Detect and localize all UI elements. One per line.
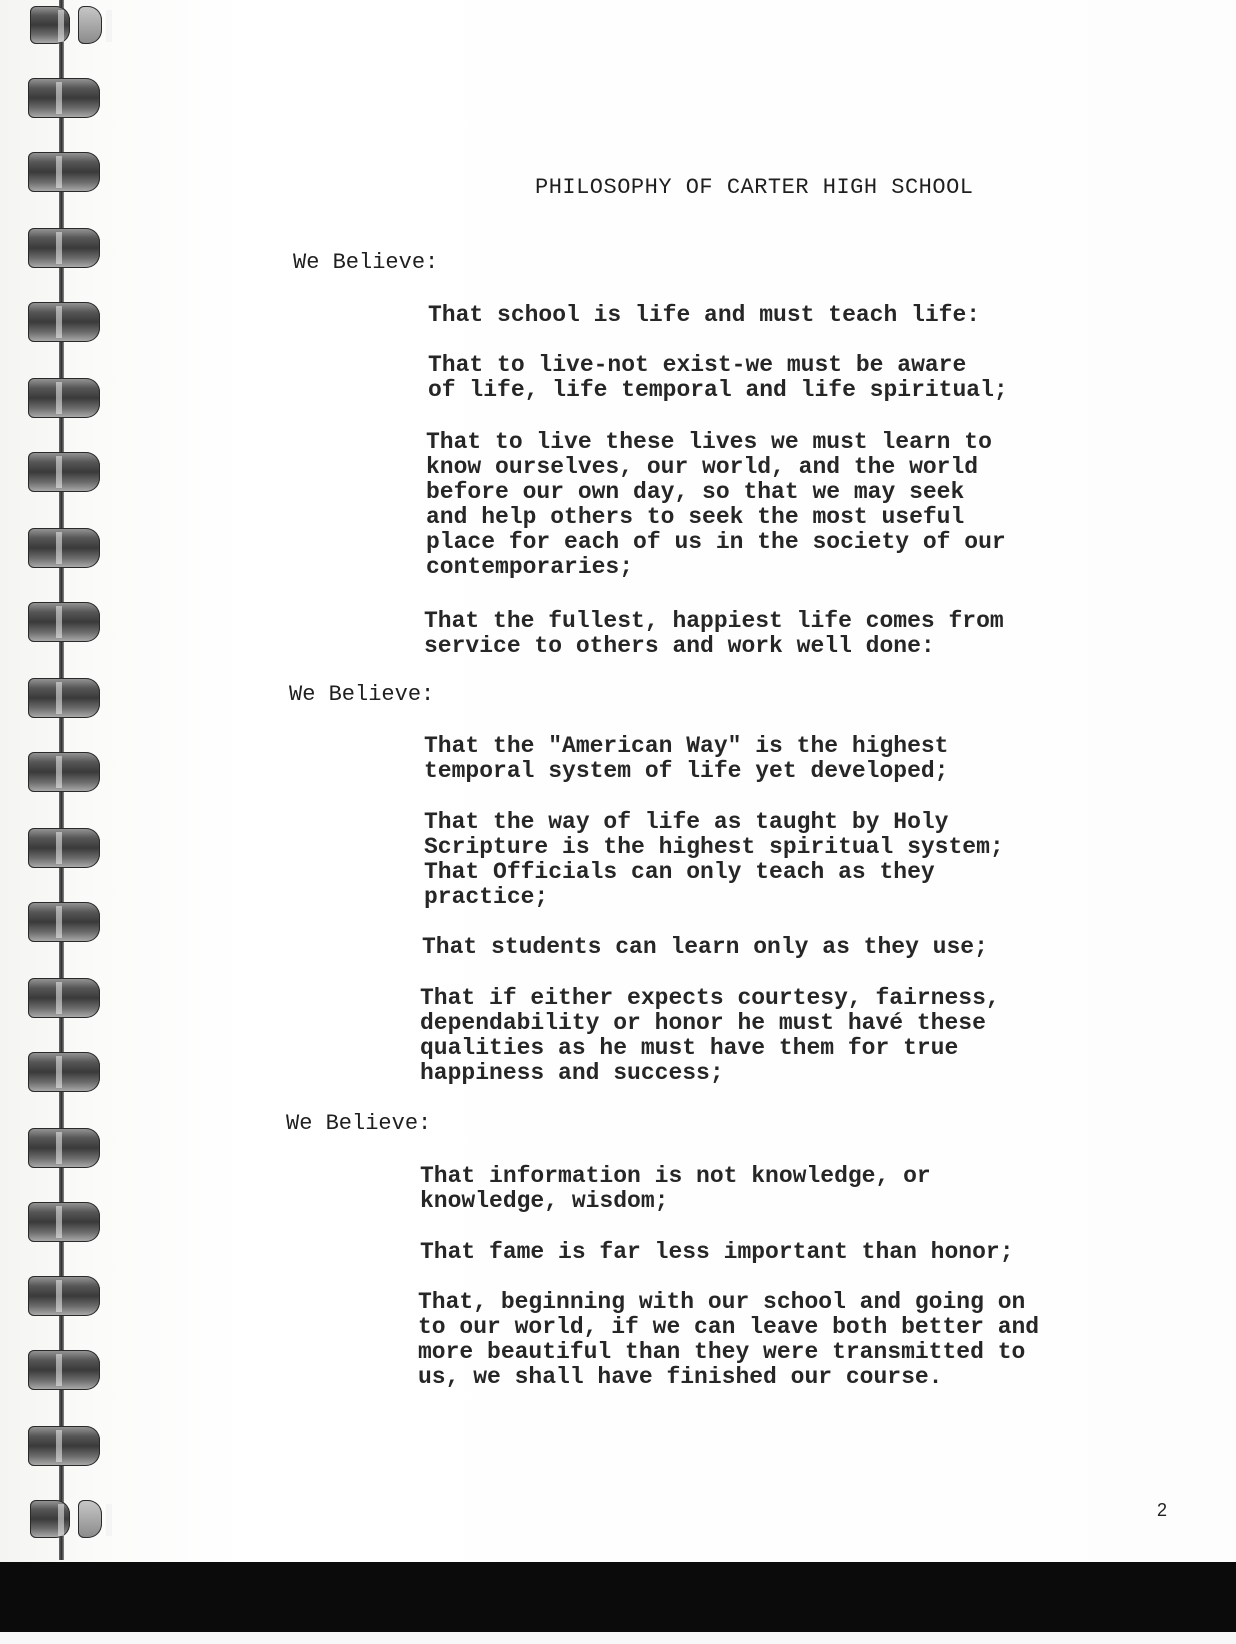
binding-coil: [28, 228, 100, 268]
page-number: 2: [1157, 1500, 1168, 1520]
binding-coil: [30, 6, 70, 44]
paragraph: That if either expects courtesy, fairness, dependability or honor he must havé these qualities as he must have them for true happiness and success;: [420, 985, 1000, 1086]
binding-coil: [30, 1500, 70, 1538]
paragraph: That information is not knowledge, or knowledge, wisdom;: [420, 1163, 931, 1214]
binding-coil: [28, 78, 100, 118]
binding-coil: [28, 1052, 100, 1092]
binding-coil: [28, 1350, 100, 1390]
binding-coil: [28, 152, 100, 192]
paragraph: That the way of life as taught by Holy Scripture is the highest spiritual system; That Officials can only teach as they practice;: [424, 809, 1004, 910]
binding-coil: [28, 678, 100, 718]
paragraph: That school is life and must teach life:: [428, 302, 981, 328]
binding-coil: [28, 1276, 100, 1316]
binding-coil: [28, 902, 100, 942]
section-heading: We Believe:: [286, 1111, 432, 1136]
binding-coil: [28, 302, 100, 342]
binding-coil: [78, 1500, 102, 1538]
binding-coil: [28, 1426, 100, 1466]
paragraph: That fame is far less important than honor;: [420, 1239, 1014, 1265]
section-heading: We Believe:: [293, 250, 439, 275]
binding-coil: [28, 752, 100, 792]
scan-bottom-edge: [0, 1562, 1236, 1632]
document-title: PHILOSOPHY OF CARTER HIGH SCHOOL: [535, 175, 974, 200]
binding-coil: [78, 6, 102, 44]
paragraph: That to live-not exist-we must be aware of life, life temporal and life spiritual;: [428, 352, 1008, 403]
paragraph: That to live these lives we must learn to know ourselves, our world, and the world before our own day, so that we may seek and help others to seek the most useful place for each of us in the society of our contemporaries;: [426, 429, 1006, 580]
section-heading: We Believe:: [289, 682, 435, 707]
binding-coil: [28, 528, 100, 568]
scan-bottom-strip: [0, 1632, 1236, 1644]
binding-coil: [28, 1202, 100, 1242]
binding-coil: [28, 452, 100, 492]
paragraph: That, beginning with our school and going on to our world, if we can leave both better and more beautiful than they were transmitted to us, we shall have finished our course.: [418, 1289, 1040, 1390]
paragraph: That the fullest, happiest life comes from service to others and work well done:: [424, 608, 1004, 659]
binding-coil: [28, 602, 100, 642]
binding-coil: [28, 378, 100, 418]
binding-coil: [28, 978, 100, 1018]
binding-coil: [28, 1128, 100, 1168]
paragraph: That students can learn only as they use;: [422, 934, 988, 960]
binding-coil: [28, 828, 100, 868]
paragraph: That the "American Way" is the highest temporal system of life yet developed;: [424, 733, 949, 784]
